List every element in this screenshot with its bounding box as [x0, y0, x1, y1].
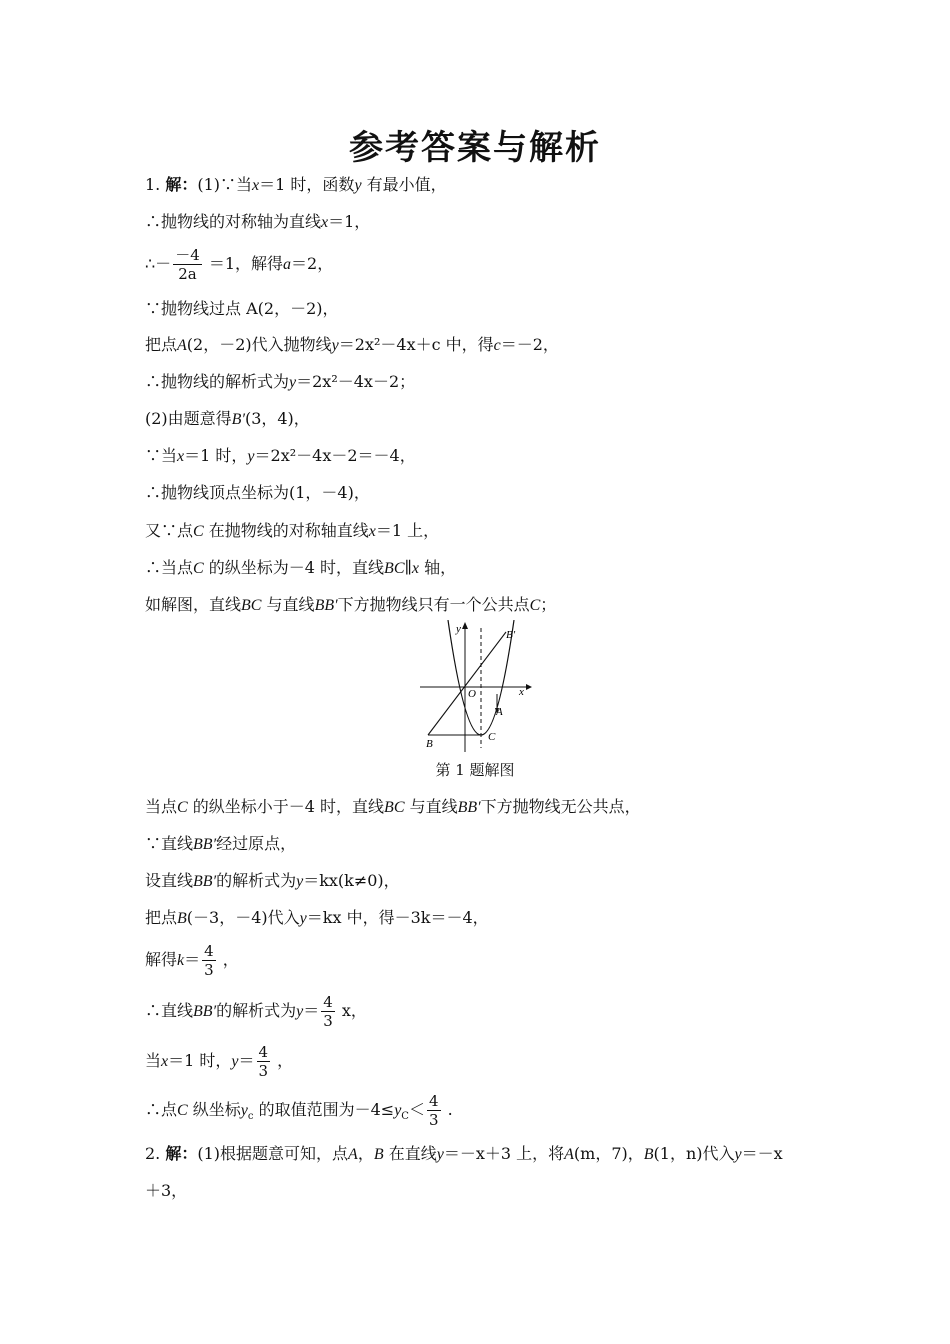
- fraction: [202, 942, 216, 979]
- q2-line-1: [145, 1143, 783, 1166]
- text: ＝: [238, 1051, 255, 1070]
- var: C: [193, 523, 204, 540]
- var: y: [436, 1146, 444, 1163]
- q1-line-5: [145, 334, 559, 357]
- text: ＝2，: [291, 254, 334, 273]
- text: ＝: [184, 950, 201, 969]
- q1-line-6: [145, 371, 415, 394]
- numerator: 4: [428, 1092, 439, 1110]
- text: (1)根据题意可知，点: [197, 1144, 349, 1163]
- text: 经过原点，: [216, 834, 297, 853]
- fraction: [173, 246, 202, 283]
- var: y: [231, 1053, 239, 1070]
- var: B: [373, 1146, 384, 1163]
- var: x: [368, 523, 376, 540]
- text: ＝2x²－4x＋c 中，得: [338, 335, 494, 354]
- text: ∴点: [145, 1100, 178, 1119]
- q1-line-11: [145, 557, 456, 580]
- var: y: [299, 910, 307, 927]
- q1-line-2: [145, 211, 370, 234]
- var: BC: [384, 799, 405, 816]
- numerator: 4: [204, 942, 214, 960]
- text: (1，n)代入: [653, 1144, 735, 1163]
- text: 纵坐标: [187, 1100, 241, 1119]
- text: ＝1，解得: [203, 254, 284, 273]
- denominator: 3: [323, 1012, 333, 1030]
- text: ∴抛物线的解析式为: [145, 372, 290, 391]
- var: c: [493, 337, 501, 354]
- text: ，: [272, 1051, 294, 1070]
- text: ＝－2，: [500, 335, 559, 354]
- denominator: 3: [258, 1062, 269, 1080]
- text: 的解析式为: [216, 871, 297, 890]
- text: ∴当点: [145, 558, 194, 577]
- q1-line-8: [145, 445, 416, 468]
- label-origin: O: [468, 688, 476, 700]
- text: ＝1 时，函数: [259, 175, 355, 194]
- var: B: [643, 1146, 654, 1163]
- var: C: [177, 1102, 188, 1119]
- text: (3，4)，: [244, 409, 310, 428]
- denominator: 3: [428, 1111, 439, 1129]
- var: BB′: [314, 597, 338, 614]
- text: 如解图，直线: [145, 595, 242, 614]
- text: 解得: [145, 950, 178, 969]
- text: .: [442, 1100, 453, 1119]
- q1-line-1: [145, 174, 447, 197]
- var: BC: [241, 597, 262, 614]
- q1-line-16: [145, 907, 489, 930]
- text: 的解析式为: [216, 1001, 297, 1020]
- text: ，: [217, 950, 239, 969]
- var: y: [354, 177, 362, 194]
- text: 把点: [145, 908, 178, 927]
- q1-line-17: [145, 942, 239, 979]
- text: ∥: [404, 558, 412, 577]
- text: (m，7)，: [573, 1144, 644, 1163]
- text: ＜: [408, 1100, 425, 1119]
- numerator: 4: [258, 1043, 269, 1061]
- numerator: 4: [323, 993, 333, 1011]
- question-number: 1.: [145, 175, 166, 194]
- text: 在直线: [383, 1144, 437, 1163]
- label-b-prime: B′: [506, 629, 516, 641]
- label-c: C: [488, 731, 496, 743]
- q1-line-10: [145, 520, 439, 543]
- var: x: [321, 214, 329, 231]
- var: y: [289, 374, 297, 391]
- text: 下方抛物线只有一个公共点: [337, 595, 530, 614]
- fraction: [427, 1092, 441, 1129]
- var: y: [734, 1146, 742, 1163]
- text: ∴抛物线的对称轴为直线: [145, 212, 322, 231]
- q1-line-7: [145, 408, 310, 431]
- text: 有最小值，: [361, 175, 447, 194]
- text: 的纵坐标为－4 时，直线: [203, 558, 385, 577]
- var: C: [529, 597, 541, 614]
- solution-label: 解：: [165, 1144, 198, 1163]
- solution-figure: [418, 620, 536, 754]
- var: x: [252, 177, 260, 194]
- subscript: C: [401, 1111, 409, 1123]
- text: ∴－: [145, 254, 172, 273]
- fraction: [321, 993, 335, 1030]
- text: ＝: [303, 1001, 320, 1020]
- text: 与直线: [404, 797, 458, 816]
- line-bb-prime: [428, 632, 506, 735]
- y-axis-arrow: [462, 622, 468, 629]
- var: y: [394, 1102, 402, 1119]
- text: ＝kx 中，得－3k＝－4，: [306, 908, 489, 927]
- fraction: [257, 1043, 271, 1080]
- text: 的取值范围为－4≤: [253, 1100, 395, 1119]
- text: 又∵点: [145, 521, 194, 540]
- text: (2)由题意得: [145, 409, 232, 428]
- question-number: 2.: [145, 1144, 166, 1163]
- label-a: A: [496, 706, 503, 718]
- var: A: [177, 337, 187, 354]
- var: x: [161, 1053, 169, 1070]
- q1-line-15: [145, 870, 400, 893]
- text: ，: [357, 1144, 374, 1163]
- var: a: [283, 256, 292, 273]
- var: x: [411, 560, 419, 577]
- denominator: 2a: [178, 265, 197, 283]
- text: ＝1 时，: [184, 446, 248, 465]
- var: C: [193, 560, 204, 577]
- text: 当点: [145, 797, 178, 816]
- label-y: y: [456, 623, 461, 635]
- label-x: x: [519, 686, 524, 698]
- var: x: [177, 448, 185, 465]
- var: y: [331, 337, 339, 354]
- var: B′: [231, 411, 245, 428]
- text: ∵当: [145, 446, 178, 465]
- var: BC: [384, 560, 405, 577]
- text: (2，－2)代入抛物线: [186, 335, 332, 354]
- var: BB′: [193, 836, 217, 853]
- text: ＝2x²－4x－2＝－4，: [254, 446, 416, 465]
- text: 的纵坐标小于－4 时，直线: [187, 797, 385, 816]
- text: ＝kx(k≠0)，: [303, 871, 400, 890]
- q1-line-4: ∵抛物线过点 A(2，－2)，: [145, 299, 339, 318]
- q2-line-2: ＋3，: [145, 1181, 188, 1200]
- label-b: B: [426, 738, 433, 750]
- text: ＝－x: [741, 1144, 783, 1163]
- text: 轴，: [419, 558, 457, 577]
- text: 当: [145, 1051, 162, 1070]
- numerator: －4: [175, 246, 200, 264]
- q1-line-9: ∴抛物线顶点坐标为(1，－4)，: [145, 483, 370, 502]
- text: ＝1 上，: [375, 521, 440, 540]
- text: ；: [540, 595, 557, 614]
- text: 把点: [145, 335, 178, 354]
- var: B: [177, 910, 187, 927]
- text: ＝1，: [328, 212, 371, 231]
- var: y: [296, 873, 304, 890]
- var: BB′: [193, 1003, 217, 1020]
- text: 下方抛物线无公共点，: [480, 797, 641, 816]
- text: ∵直线: [145, 834, 194, 853]
- text: ∴直线: [145, 1001, 194, 1020]
- text: ＝2x²－4x－2；: [296, 372, 416, 391]
- var: A: [348, 1146, 358, 1163]
- var: k: [177, 952, 185, 969]
- text: 设直线: [145, 871, 194, 890]
- var: C: [177, 799, 188, 816]
- text: x，: [336, 1001, 367, 1020]
- text: 在抛物线的对称轴直线: [203, 521, 369, 540]
- page-title: 参考答案与解析: [349, 128, 601, 168]
- text: 与直线: [261, 595, 315, 614]
- var: y: [240, 1102, 248, 1119]
- var: A: [564, 1146, 574, 1163]
- var: BB′: [193, 873, 217, 890]
- denominator: 3: [204, 961, 214, 979]
- q1-line-18: [145, 993, 367, 1030]
- q1-line-14: [145, 833, 296, 856]
- text: (－3，－4)代入: [186, 908, 300, 927]
- var: y: [296, 1003, 304, 1020]
- var: BB′: [457, 799, 481, 816]
- q1-line-20: [145, 1092, 453, 1129]
- var: y: [247, 448, 255, 465]
- q1-line-13: [145, 796, 641, 819]
- solution-label: 解：: [165, 175, 198, 194]
- q1-line-12: [145, 594, 556, 617]
- q1-line-3: [145, 246, 333, 283]
- x-axis-arrow: [526, 684, 532, 690]
- subscript: c: [247, 1111, 254, 1123]
- text: ＝1 时，: [168, 1051, 232, 1070]
- figure-caption: 第 1 题解图: [435, 761, 515, 779]
- text: (1)∵当: [197, 175, 253, 194]
- q1-line-19: [145, 1043, 293, 1080]
- text: ＝－x＋3 上，将: [443, 1144, 565, 1163]
